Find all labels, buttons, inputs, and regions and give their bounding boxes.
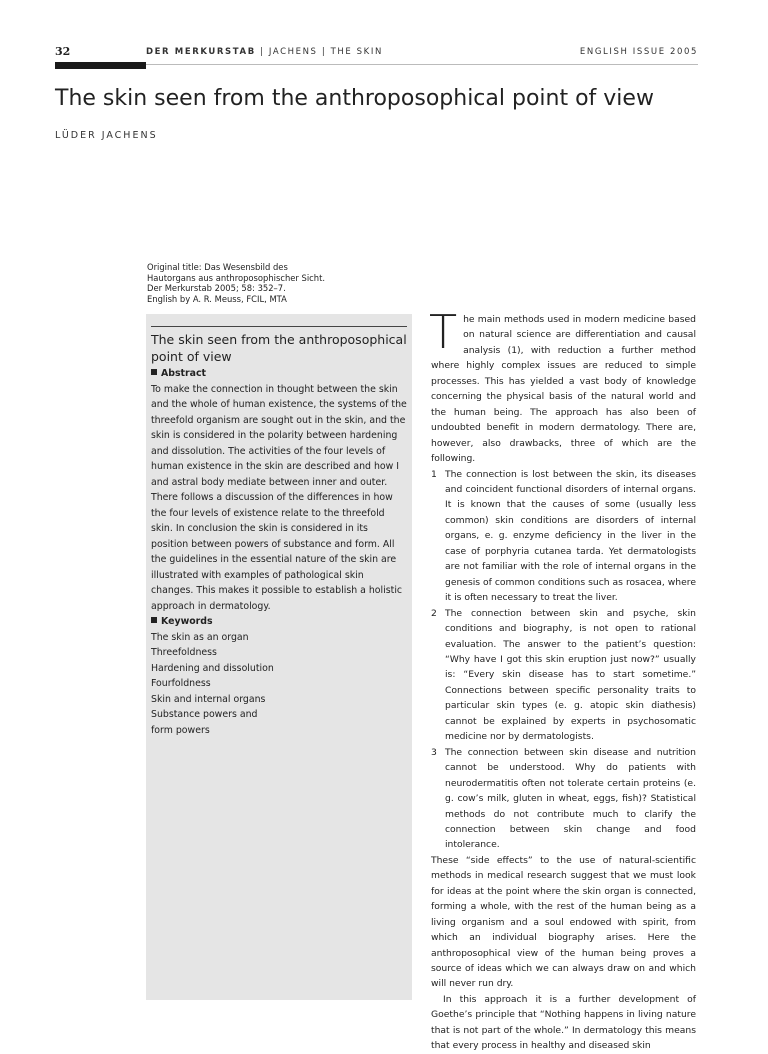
abstract-box: [146, 314, 412, 1000]
square-bullet-icon: [151, 369, 157, 375]
original-title-info: [147, 262, 407, 304]
issue-label: ENGLISH ISSUE 2005: [579, 47, 698, 57]
abstract-content: [151, 326, 407, 738]
keywords-heading: [151, 614, 407, 630]
header-author: JACHENS: [268, 47, 318, 57]
header-rule: [146, 64, 698, 65]
keyword-item: Threefoldness: [151, 647, 217, 658]
keywords-heading-label: Keywords: [161, 616, 213, 627]
keyword-item: Skin and internal organs: [151, 693, 266, 705]
info-line: Hautorgans aus anthroposophischer Sicht.: [147, 272, 326, 283]
list-number: 1: [431, 468, 437, 480]
list-item: [431, 467, 696, 606]
author-name: LÜDER JACHENS: [55, 130, 158, 141]
body-column: [429, 305, 696, 1054]
keyword-item: Substance powers and: [151, 709, 258, 720]
journal-name: DER MERKURSTAB: [146, 47, 256, 57]
info-line: Original title: Das Wesensbild des: [147, 262, 288, 272]
header-separator: |: [317, 47, 331, 57]
body-paragraph: In this approach it is a further development of Goethe’s principle that “Nothing happens in living nature that is not part of the whole.” In dermatology this means that every process in healthy and diseased skin: [431, 993, 696, 1052]
article-title: The skin seen from the anthroposophical point of view: [55, 86, 654, 111]
list-item: [431, 606, 696, 745]
abstract-heading: [151, 366, 407, 382]
keyword-item: Fourfoldness: [151, 678, 211, 689]
list-text: The connection is lost between the skin, its diseases and coincident functional disorders of internal organs. It is known that the causes of some (usually less common) skin conditions are disorders of internal organs, e. g. enzyme deficiency in the liver in the case of porphyria cutanea tarda. Yet dermatologists are not familiar with the role of internal organs in the genesis of common conditions such as rosacea, where it is often necessary to treat the liver.: [445, 468, 696, 604]
list-number: 2: [431, 607, 437, 619]
square-bullet-icon: [151, 617, 157, 623]
list-text: The connection between skin and psyche, skin conditions and biography, is not open to rational evaluation. The answer to the patient’s question: “Why have I got this skin eruption just now?” usually is: “Every skin disease has to start sometime.” Connections between specific personality traits to particular skin types (e. g. atopic skin diathesis) cannot be explained by experts in psychosomatic medicine nor by dermatologists.: [445, 607, 696, 743]
abstract-text: To make the connection in thought between the skin and the whole of human existence, the systems of the threefold organism are sought out in the skin, and the skin is considered in the polarity between hardening and dissolution. The activities of the four levels of human existence in the skin are described and how I and astral body mediate between inner and outer. There follows a discussion of the differences in how the four levels of existence relate to the threefold skin. In conclusion the skin is considered in its position between powers of substance and form. All the guidelines in the essential nature of the skin are illustrated with examples of pathological skin changes. This makes it possible to establish a holistic approach in dermatology.: [151, 383, 407, 612]
header-section: THE SKIN: [330, 47, 383, 57]
info-line: Der Merkurstab 2005; 58: 352–7.: [147, 283, 286, 294]
header-separator: |: [255, 47, 269, 57]
info-line: English by A. R. Meuss, FCIL, MTA: [147, 293, 287, 304]
list-number: 3: [431, 746, 437, 758]
keyword-item: Hardening and dissolution: [151, 662, 274, 674]
intro-text: he main methods used in modern medicine based on natural science are differentiation and causal analysis (1), with reduction a further method where highly complex issues are reduced to simple processes. This has yielded a vast body of knowledge concerning the physical basis of the natural world and the human being. The approach has also been of undoubted benefit in modern dermatology. There are, however, also drawbacks, three of which are the following.: [431, 314, 696, 465]
abstract-title: The skin seen from the anthroposophical point of view: [151, 332, 407, 364]
drop-cap: T: [429, 305, 458, 359]
list-text: The connection between skin disease and nutrition cannot be understood. Why do patients with neurodermatitis often not tolerate certain proteins (e. g. cow’s milk, gluten in wheat, eggs, fish)? Statistical methods do not contribute much to clarify the connection between skin change and food intolerance.: [445, 746, 696, 851]
keyword-item: The skin as an organ: [151, 631, 249, 643]
list-item: [431, 745, 696, 853]
keyword-list: [151, 630, 407, 739]
keyword-item: form powers: [151, 724, 210, 736]
drawbacks-list: [431, 467, 696, 853]
abstract-heading-label: Abstract: [161, 368, 207, 379]
body-paragraph: These “side effects” to the use of natural-scientific methods in medical research suggest that we must look for ideas at the point where the skin organ is connected, forming a whole, with the rest of the human being as a living organism and a soul endowed with spirit, from which an individual biography arises. Here the anthroposophical view of the human being proves a source of ideas which we can always draw on and which will never run dry.: [431, 854, 696, 990]
page-number: 32: [55, 45, 71, 58]
running-header: [146, 47, 383, 57]
header-bar: [55, 62, 146, 69]
intro-paragraph: [429, 305, 696, 467]
